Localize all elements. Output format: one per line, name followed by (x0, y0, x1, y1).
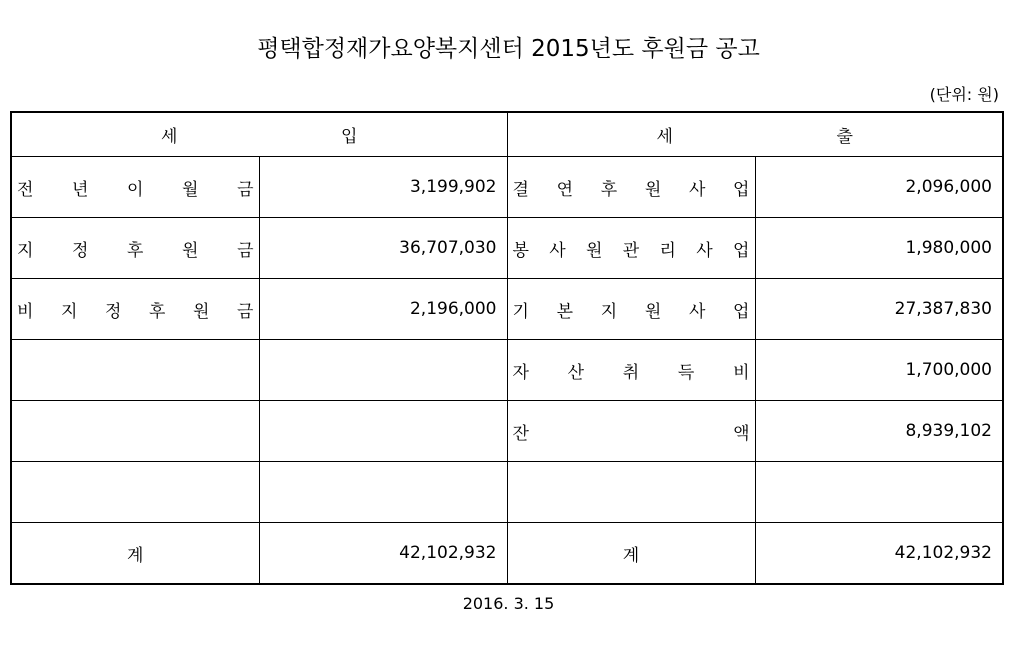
table-header-row (11, 112, 1003, 157)
expense-label-char: 사 (688, 301, 706, 322)
expense-label-char: 관 (622, 240, 640, 261)
income-total-label: 계 (11, 523, 259, 585)
income-label-char: 후 (127, 240, 144, 261)
income-value-cell: 2,196,000 (259, 279, 507, 340)
expense-label-cell (507, 340, 755, 401)
income-header-char-2: 입 (341, 127, 358, 147)
expense-label-cell (507, 157, 755, 218)
expense-label-char: 잔 (512, 423, 529, 444)
table-row (11, 462, 1003, 523)
expense-label-cell (507, 462, 755, 523)
expense-label-char: 후 (600, 179, 618, 200)
expense-label-char: 사 (696, 240, 713, 261)
expense-label-char: 원 (644, 179, 662, 200)
income-label-cell (11, 279, 259, 340)
table-row (11, 401, 1003, 462)
expense-label-char: 기 (512, 301, 529, 322)
document-title: 평택합정재가요양복지센터 2015년도 후원금 공고 (257, 36, 760, 62)
expense-value-cell: 1,980,000 (755, 218, 1003, 279)
table-row (11, 218, 1003, 279)
expense-total-label: 계 (507, 523, 755, 585)
expense-label-char: 연 (556, 179, 574, 200)
income-value-cell (259, 340, 507, 401)
income-label-cell (11, 401, 259, 462)
table-row (11, 157, 1003, 218)
income-label-cell (11, 218, 259, 279)
expense-value-cell: 8,939,102 (755, 401, 1003, 462)
expense-total-value: 42,102,932 (755, 523, 1003, 585)
income-label-char: 지 (61, 301, 78, 322)
income-header-char-1: 세 (161, 127, 178, 147)
income-label-char: 금 (237, 301, 254, 322)
expense-label-cell (507, 279, 755, 340)
expense-label-char: 액 (733, 423, 750, 444)
expense-value-cell: 1,700,000 (755, 340, 1003, 401)
table-row (11, 279, 1003, 340)
expense-label-cell (507, 218, 755, 279)
income-label-char: 정 (72, 240, 89, 261)
expense-label-char: 본 (556, 301, 574, 322)
expense-label-char: 사 (688, 179, 706, 200)
expense-header-char-1: 세 (656, 127, 673, 147)
income-label-char: 전 (17, 179, 34, 200)
expense-label-char: 원 (644, 301, 662, 322)
income-label-char: 비 (17, 301, 34, 322)
expense-label-char: 취 (622, 362, 640, 383)
expense-label-char: 비 (733, 362, 750, 383)
expense-label-char: 득 (677, 362, 695, 383)
expense-value-cell: 27,387,830 (755, 279, 1003, 340)
income-label-char: 금 (237, 240, 254, 261)
expense-label-char: 업 (733, 179, 750, 200)
income-label-char: 이 (127, 179, 144, 200)
expense-label-char: 봉 (512, 240, 529, 261)
announcement-date: 2016. 3. 15 (462, 594, 555, 613)
table-row (11, 340, 1003, 401)
expense-label-char: 업 (733, 301, 750, 322)
expense-label-char: 지 (600, 301, 618, 322)
donation-ledger-table (10, 111, 1004, 585)
income-label-char: 원 (182, 240, 199, 261)
expense-label-char: 원 (586, 240, 603, 261)
expense-label-char: 사 (549, 240, 566, 261)
expense-label-char: 리 (659, 240, 676, 261)
income-label-char: 정 (105, 301, 122, 322)
income-label-cell (11, 462, 259, 523)
income-label-char: 후 (149, 301, 166, 322)
unit-note: (단위: 원) (929, 85, 999, 104)
expense-label-char: 자 (512, 362, 529, 383)
expense-label-cell (507, 401, 755, 462)
expense-value-cell: 2,096,000 (755, 157, 1003, 218)
total-row (11, 523, 1003, 585)
income-label-cell (11, 157, 259, 218)
income-value-cell (259, 462, 507, 523)
expense-label-char: 업 (733, 240, 750, 261)
income-label-char: 월 (182, 179, 199, 200)
income-label-cell (11, 340, 259, 401)
income-label-char: 원 (193, 301, 210, 322)
expense-header-char-2: 출 (836, 127, 853, 147)
expense-header (507, 112, 1003, 157)
income-header (11, 112, 507, 157)
income-label-char: 년 (72, 179, 89, 200)
income-label-char: 지 (17, 240, 34, 261)
income-value-cell (259, 401, 507, 462)
income-total-value: 42,102,932 (259, 523, 507, 585)
income-label-char: 금 (237, 179, 254, 200)
income-value-cell: 3,199,902 (259, 157, 507, 218)
expense-label-char: 결 (512, 179, 529, 200)
income-value-cell: 36,707,030 (259, 218, 507, 279)
expense-label-char: 산 (567, 362, 585, 383)
expense-value-cell (755, 462, 1003, 523)
